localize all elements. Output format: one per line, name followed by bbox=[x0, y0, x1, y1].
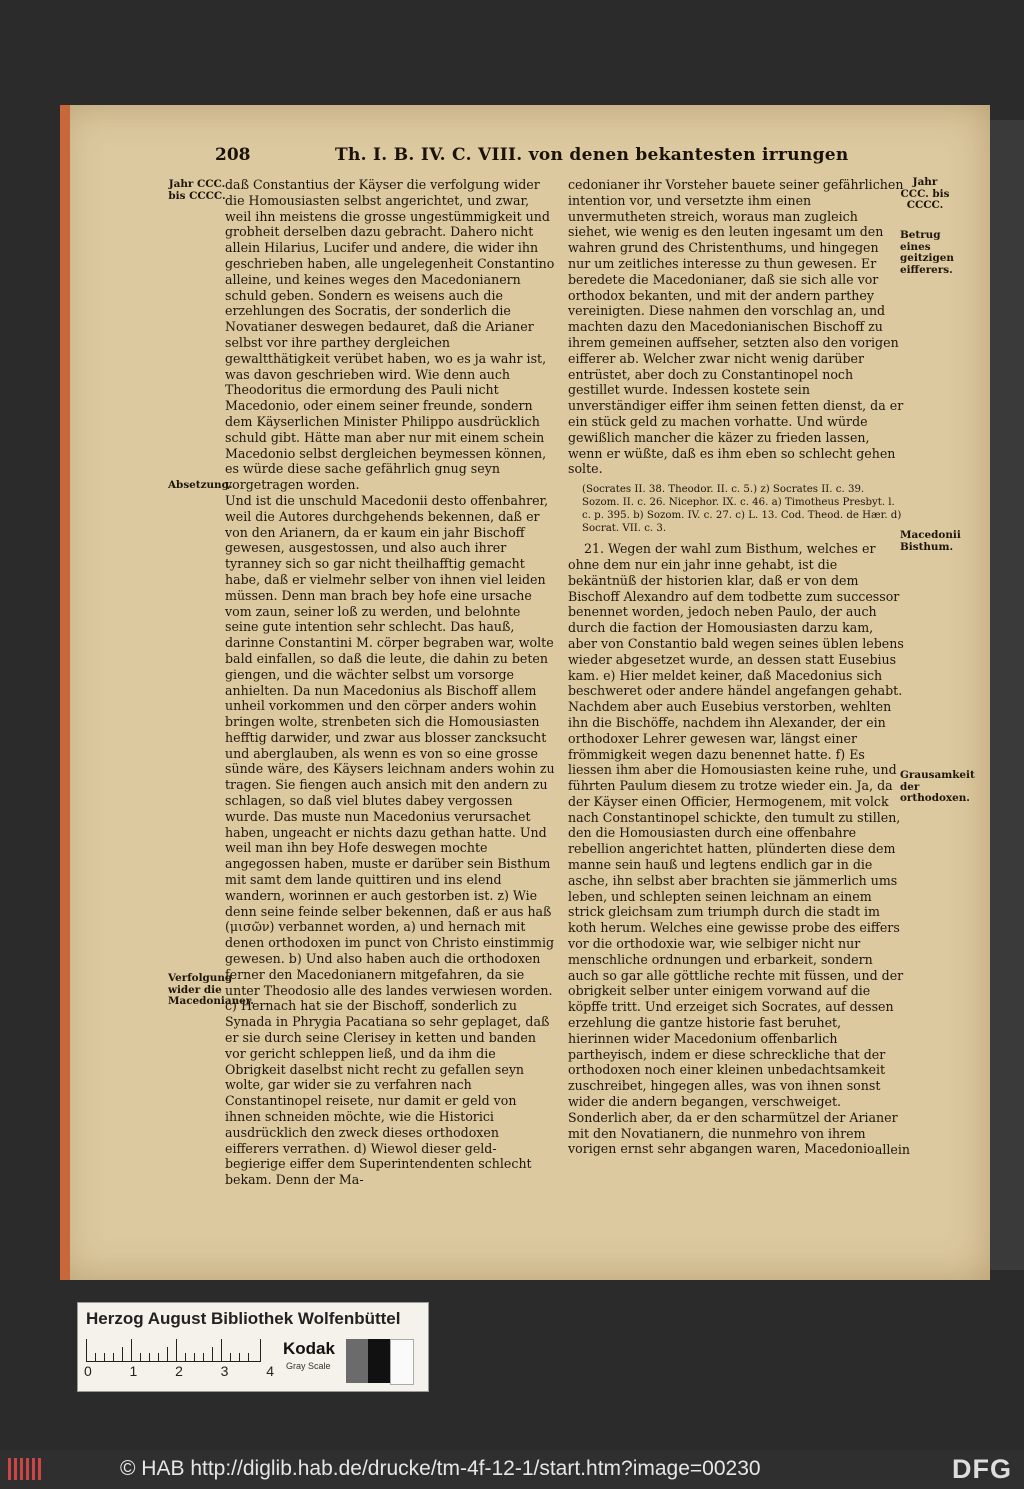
next-page-edge bbox=[990, 120, 1024, 1270]
catchword: allein bbox=[874, 1142, 910, 1157]
scale-number: 0 bbox=[84, 1363, 92, 1379]
page-edge bbox=[60, 105, 70, 1280]
scale-number: 4 bbox=[266, 1363, 274, 1379]
gray-swatch-mid bbox=[346, 1339, 368, 1383]
margin-note-right-1: Jahr CCC. bis CCCC. bbox=[900, 176, 950, 211]
margin-note-left-2: Absetzung. bbox=[168, 479, 233, 491]
gray-swatch-white bbox=[390, 1339, 414, 1385]
right-paragraph-2: 21. Wegen der wahl zum Bisthum, welches er ohne dem nur ein jahr inne gehabt, ist die bekäntnüß der historien klar, daß er von dem Bischoff Alexandro auf dem todbette zum successor benennet worden, jedoch neben Paulo, der auch durch die faction der Homousiasten darzu kam, aber von Constantio bald wegen seines üblen lebens wieder abgesetzet wurde, an dessen statt Eusebius kam. e) Hier meldet keiner, daß Macedonius sich beschweret oder andere händel angefangen gehabt. Nachdem aber auch Eusebius verstorben, wehlten ihn die Bischöffe, nachdem ihn Alexander, der ein orthodoxer Lehrer gewesen war, längst einer frömmigkeit wegen dazu benennet hatte. f) Es liessen ihm aber die Homousiasten keine ruhe, und führten Paulum diesem zu trotze wieder ein. Ja, da der Käyser einen Officier, Hermogenem, mit volck nach Constantinopel schickte, den tumult zu stillen, den die Homousiasten durch eine offenbahre rebellion angerichtet hatten, plünderten diese dem manne sein hauß und legtens endlich gar in die asche, ihn selbst aber brachten sie jämmerlich ums leben, und schlepten seinen leichnam an einem strick gleichsam zum triumph durch die stadt im koth herum. Welches eine gewisse probe des eiffers vor die orthodoxie war, wie selbiger nicht nur menschliche ordnungen und erbarkeit, sondern auch so gar alle göttliche rechte mit füssen, und der obrigkeit selber unter einigem vorwand auf die köpffe tritt. Und erzeiget sich Socrates, auf dessen erzehlung die gantze historie fast beruhet, hierinnen wider Macedonium offenbarlich partheyisch, indem er diese schreckliche that der orthodoxen noch einer kleinen unbedachtsamkeit zuschreibet, hingegen alles, was von ihnen sonst wider die andern begangen, verschweiget. Sonderlich aber, da er den scharmützel der Arianer mit den Novatianern, die nunmehro von ihrem vorigen ernst sehr abgangen waren, Macedonio bbox=[568, 541, 904, 1157]
left-paragraph-2: Und ist die unschuld Macedonii desto offenbahrer, weil die Autores durchgehends bekennen, daß er von den Arianern, da er kaum ein jahr Bischoff gewesen, ausgestossen, und also auch ihrer tyranney sich so gar nicht theilhafftig gemacht habe, daß er vielmehr selber von ihnen viel leiden müssen. Denn man brach bey hofe eine ursache vom zaun, seiner loß zu werden, und belohnte seine gute intention sehr schlecht. Das hauß, darinne Constantini M. cörper begraben war, wolte bald einfallen, so daß die leute, die dahin zu beten giengen, und die wächter selbst um vorsorge anhielten. Da nun Macedonius als Bischoff allem unheil vorkommen und den cörper anders wohin bringen wolte, strenbeten sich die Homousiasten hefftig darwider, und zwar aus blosser zancksucht und aberglauben, als wenn es von so eine grosse sünde wäre, des Käysers leichnam anders wohin zu tragen. Sie fiengen auch ansich mit den andern zu schlagen, so daß viel blutes dabey vergossen wurde. Das muste nun Macedonius verursachet haben, ungeacht er nichts dazu gethan hatte. Und weil man ihn bey Hofe deswegen mochte angegossen haben, muste er darüber sein Bisthum mit samt dem lande quittiren und ins elend wandern, worinnen er auch gestorben ist. z) Wie denn seine feinde selber bekennen, daß er aus haß (μισῶν) verbannet worden, a) und hernach mit denen orthodoxen im punct von Christo einstimmig gewesen. b) Und also haben auch die orthodoxen ferner den Macedonianern mitgefahren, da sie unter Theodosio alle des landes verwiesen worden. c) Hernach hat sie der Bischoff, sonderlich zu Synada in Phrygia Pacatiana so sehr geplaget, daß er sie durch seine Clerisey in ketten und banden vor gericht schleppen ließ, und da ihm die Obrigkeit daselbst nicht recht zu gefallen seyn wolte, gar wider sie zu verfahren nach Constantinopel reisete, nur damit er geld von ihnen schneiden möchte, wie die Historici ausdrücklich den zweck dieses orthodoxen eifferers verrathen. d) Wiewol dieser geld-begierige eiffer dem Superintendenten schlecht bekam. Denn der Ma- bbox=[225, 492, 555, 1188]
scale-ruler bbox=[86, 1339, 261, 1362]
library-name: Herzog August Bibliothek Wolfenbüttel bbox=[86, 1309, 401, 1328]
margin-note-left-3: Verfolgung wider die Macedonianer. bbox=[168, 972, 254, 1007]
left-column bbox=[225, 177, 555, 1188]
margin-note-right-3: Macedonii Bisthum. bbox=[900, 529, 961, 553]
kodak-brand: Kodak bbox=[283, 1339, 335, 1358]
right-column bbox=[568, 177, 904, 1157]
margin-note-right-2: Betrug eines geitzigen eifferers. bbox=[900, 229, 954, 276]
gray-scale-label: Gray Scale bbox=[286, 1361, 331, 1371]
running-header bbox=[215, 145, 930, 175]
running-title: Th. I. B. IV. C. VIII. von denen bekantesten irrungen bbox=[335, 145, 849, 165]
library-color-target bbox=[77, 1302, 429, 1392]
hab-logo-icon bbox=[8, 1458, 48, 1480]
gray-swatch-black bbox=[368, 1339, 390, 1383]
book-page bbox=[60, 105, 990, 1280]
right-paragraph-1: cedonianer ihr Vorsteher bauete seiner gefährlichen intention vor, und versetzte ihm einen unvermutheten streich, woraus man zugleich siehet, wie wenig es den leuten ingesamt um den wahren grund des Christenthums, und hingegen nur um zeitliches interesse zu thun gewesen. Er beredete die Macedonianer, daß sie sich alle vor orthodox bekanten, und mit der andern parthey vereinigten. Diese nahmen den vorschlag an, und machten dazu den Macedonianischen Bischoff zu ihrem gemeinen auffseher, setzten also den vorigen eifferer ab. Welcher zwar nicht wenig darüber entrüstet, aber doch zu Constantinopel noch gestillet wurde. Indessen kostete sein unverständiger eiffer ihm seinen fetten dienst, da er ein stück geld zu machen vorhatte. Und würde gewißlich mancher die käzer zu frieden lassen, wenn er wüßte, daß es ihm eben so schlecht gehen solte. bbox=[568, 177, 904, 477]
page-number: 208 bbox=[215, 145, 251, 165]
scale-number: 3 bbox=[220, 1363, 229, 1379]
margin-note-right-4: Grausamkeit der orthodoxen. bbox=[900, 769, 975, 804]
scale-number: 1 bbox=[129, 1363, 138, 1379]
scale-number: 2 bbox=[175, 1363, 183, 1379]
footnote: (Socrates II. 38. Theodor. II. c. 5.) z) Socrates II. c. 39. Sozom. II. c. 26. Nicephor. IX. c. 46. a) Timotheus Presbyt. l. c. p. 395. b) Sozom. IV. c. 27. c) L. 13. Cod. Theod. de Hær. d) Socrat. VII. c. 3. bbox=[582, 484, 902, 535]
copyright-link[interactable]: © HAB http://diglib.hab.de/drucke/tm-4f-12-1/start.htm?image=00230 bbox=[120, 1457, 761, 1480]
left-paragraph-1: daß Constantius der Käyser die verfolgung wider die Homousiasten selbst angerichtet, und zwar, weil ihn meistens die grosse ungestümmigkeit und grobheit derselben dazu gebracht. Dahero nicht allein Hilarius, Lucifer und andere, die wider ihn geschrieben haben, alle ungelegenheit Constantino alleine, und keines weges den Macedonianern schuld geben. Sondern es weisens auch die erzehlungen des Socratis, der sonderlich die Novatianer deswegen bedauret, daß die Arianer selbst vor ihre parthey dergleichen gewaltthätigkeit verübet haben, wo es ja wahr ist, was davon geschrieben wird. Wie denn auch Theodoritus die ermordung des Pauli nicht Macedonio, oder einem seiner freunde, sondern dem Käyserlichen Minister Philippo ausdrücklich schuld gibt. Hätte man aber nur mit einem schein Macedonio selbst dergleichen beymessen können, es würde diese sache gefährlich gnug seyn vorgetragen worden. bbox=[225, 177, 555, 493]
margin-note-left-1: Jahr CCC. bis CCCC. bbox=[168, 178, 226, 202]
dfg-logo: DFG bbox=[952, 1454, 1012, 1484]
scale-numbers bbox=[84, 1363, 274, 1379]
footer-bar bbox=[0, 1450, 1024, 1489]
